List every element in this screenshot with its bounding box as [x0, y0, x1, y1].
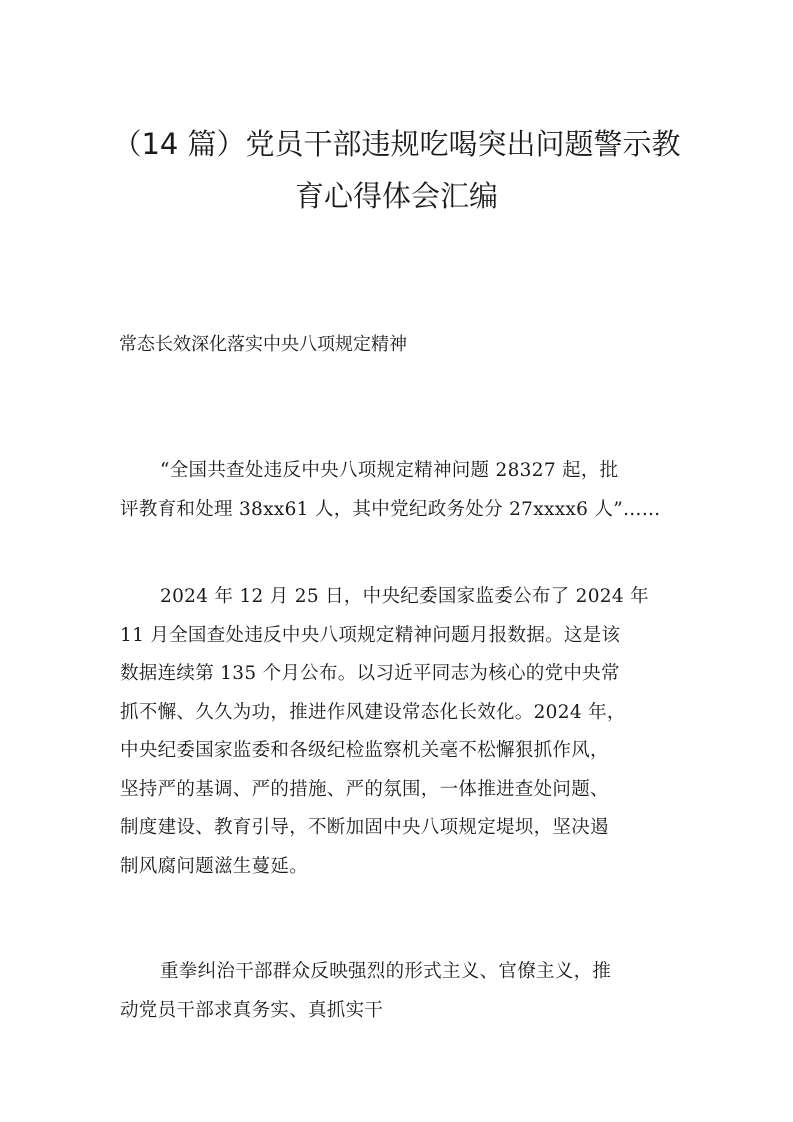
- title-line-1: （14 篇）党员干部违规吃喝突出问题警示教: [112, 127, 681, 161]
- paragraph-line: 评教育和处理 38xx61 人，其中党纪政务处分 27xxxx6 人”……: [120, 498, 661, 520]
- paragraph-statistics-quote: [120, 452, 675, 529]
- paragraph-line: 数据连续第 135 个月公布。以习近平同志为核心的党中央常: [120, 663, 620, 684]
- paragraph-line: 抓不懈、久久为功，推进作风建设常态化长效化。2024 年，: [120, 701, 626, 723]
- paragraph-line: “全国共查处违反中央八项规定精神问题 28327 起，批: [160, 460, 619, 481]
- document-title: [100, 118, 693, 222]
- paragraph-line: 中央纪委国家监委和各级纪检监察机关毫不松懈狠抓作风，: [120, 740, 609, 761]
- paragraph-line: 重拳纠治干部群众反映强烈的形式主义、官僚主义，推: [160, 961, 612, 982]
- paragraph-line: 11 月全国查处违反中央八项规定精神问题月报数据。这是该: [120, 624, 621, 646]
- title-line-2: 育心得体会汇编: [294, 179, 498, 213]
- paragraph-monthly-report: [120, 578, 675, 886]
- paragraph-line: 制风腐问题滋生蔓延。: [120, 855, 309, 877]
- section-subtitle: 常态长效深化落实中央八项规定精神: [119, 334, 407, 355]
- paragraph-line: 2024 年 12 月 25 日，中央纪委国家监委公布了 2024 年: [160, 586, 649, 607]
- paragraph-line: 动党员干部求真务实、真抓实干: [120, 999, 384, 1021]
- paragraph-line: 坚持严的基调、严的措施、严的氛围，一体推进查处问题、: [120, 778, 609, 800]
- paragraph-line: 制度建设、教育引导，不断加固中央八项规定堤坝，坚决遏: [120, 817, 609, 838]
- paragraph-formalism: [120, 953, 675, 1030]
